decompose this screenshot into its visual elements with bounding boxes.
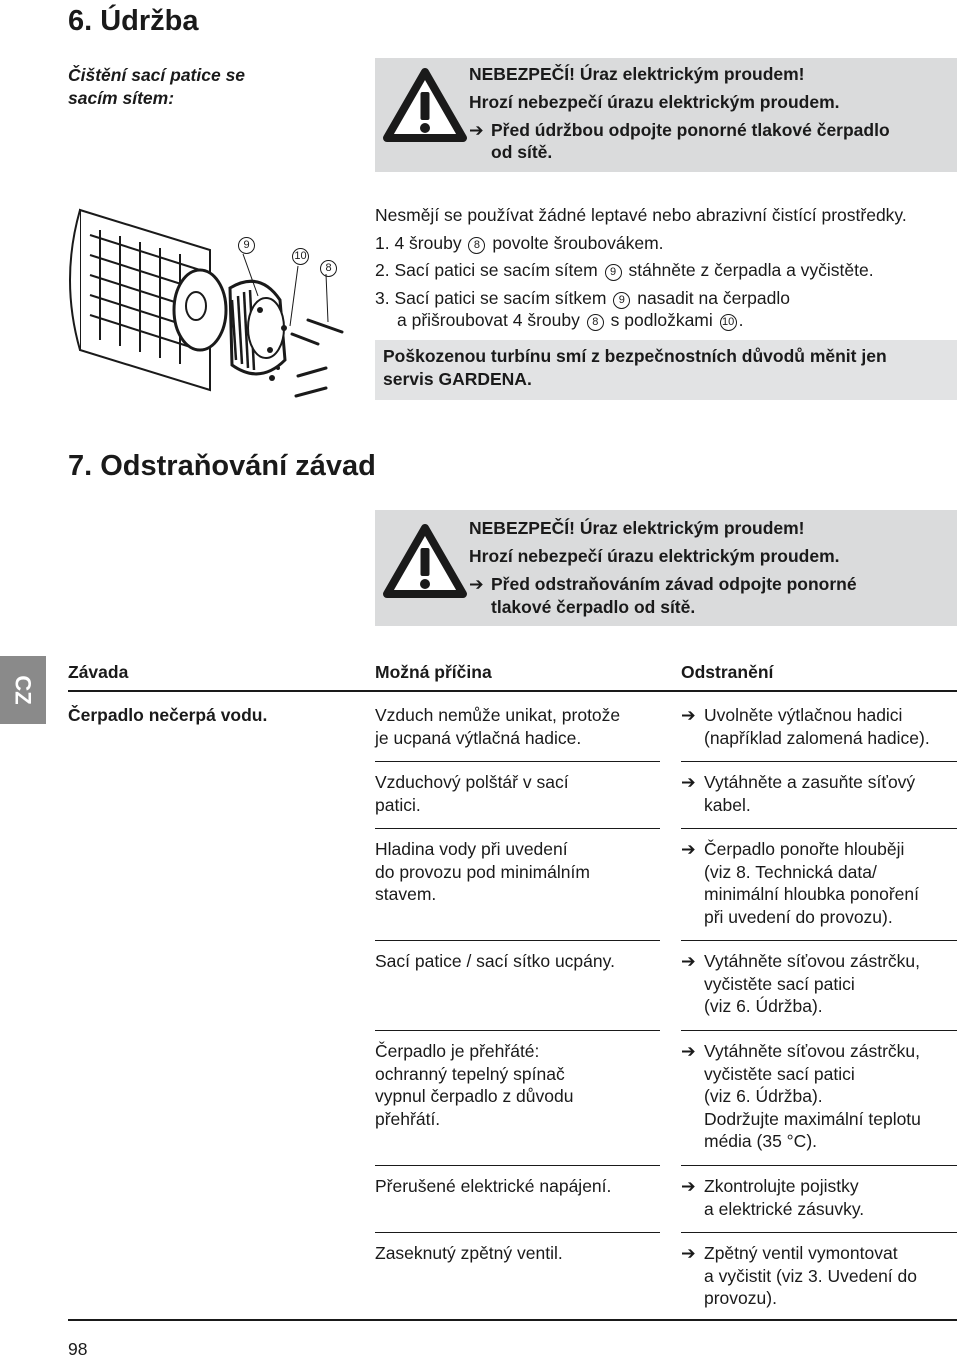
ref-9: 9 <box>605 264 622 281</box>
step-3-cont: a přišroubovat 4 šrouby 8 s podložkami 10 . <box>397 310 744 330</box>
warning-instruction-cont: od sítě. <box>491 142 553 162</box>
arrow-icon: ➔ <box>681 1243 696 1263</box>
warning-box-troubleshooting <box>375 510 957 626</box>
row-divider <box>681 828 957 829</box>
warning-triangle-icon <box>381 522 469 602</box>
row-divider <box>375 1030 660 1031</box>
arrow-icon: ➔ <box>681 705 696 725</box>
arrow-icon: ➔ <box>469 574 484 594</box>
indent <box>681 1265 704 1288</box>
remedy-line: Zkontrolujte pojistky <box>704 1176 859 1196</box>
warning-instruction: Před odstraňováním závad odpojte ponorné <box>491 574 857 594</box>
arrow-icon: ➔ <box>681 1176 696 1196</box>
cause-line: vypnul čerpadlo z důvodu <box>375 1086 574 1106</box>
row-divider <box>375 828 660 829</box>
cause-line: Zaseknutý zpětný ventil. <box>375 1243 563 1263</box>
remedy-line: Dodržujte maximální teplotu <box>704 1108 921 1129</box>
indent <box>681 1085 704 1108</box>
remedy-line: Vytáhněte síťovou zástrčku, <box>704 951 921 971</box>
indent <box>681 1287 704 1310</box>
warning-instruction: Před údržbou odpojte ponorné tlakové čerpadlo <box>491 120 890 140</box>
row-divider <box>375 940 660 941</box>
remedy-line: Vytáhněte síťovou zástrčku, <box>704 1041 921 1061</box>
indent <box>681 1063 704 1086</box>
indent <box>681 973 704 996</box>
section-7-title: 7. Odstraňování závad <box>68 450 376 482</box>
cause-line: Přerušené elektrické napájení. <box>375 1176 612 1196</box>
remedy-line: vyčistěte sací patici <box>704 973 855 994</box>
warning-title: NEBEZPEČÍ! Úraz elektrickým proudem! <box>469 518 805 538</box>
arrow-icon: ➔ <box>681 951 696 971</box>
header-rule <box>68 690 957 692</box>
cause-line: do provozu pod minimálním <box>375 861 590 882</box>
indent <box>681 794 704 817</box>
cause-line: Vzduchový polštář v sací <box>375 772 569 792</box>
arrow-icon: ➔ <box>469 120 484 140</box>
remedy-cell <box>681 1040 921 1153</box>
remedy-line: provozu). <box>704 1288 777 1308</box>
warning-text: Hrozí nebezpečí úrazu elektrickým proudem. <box>469 546 840 566</box>
remedy-line: a vyčistit (viz 3. Uvedení do <box>704 1265 917 1286</box>
remedy-cell <box>681 1242 917 1310</box>
warning-text: Hrozí nebezpečí úrazu elektrickým proudem. <box>469 92 840 112</box>
fault-label: Čerpadlo nečerpá vodu. <box>68 705 268 725</box>
cause-line: Sací patice / sací sítko ucpány. <box>375 951 615 971</box>
remedy-line: Vytáhněte a zasuňte síťový <box>704 772 916 792</box>
language-tab: CZ <box>0 656 46 724</box>
cause-cell <box>375 950 615 973</box>
cause-line: ochranný tepelný spínač <box>375 1063 565 1084</box>
indent <box>681 883 704 906</box>
indent <box>681 906 704 929</box>
remedy-cell <box>681 1175 864 1220</box>
cause-line: Čerpadlo je přehřáté: <box>375 1041 540 1061</box>
section-6-title: 6. Údržba <box>68 5 199 37</box>
indent <box>681 1108 704 1131</box>
remedy-line: kabel. <box>704 794 751 815</box>
row-divider <box>681 940 957 941</box>
indent <box>681 1130 704 1153</box>
cause-cell <box>375 771 569 816</box>
arrow-icon: ➔ <box>681 1041 696 1061</box>
remedy-cell <box>681 838 919 928</box>
arrow-icon: ➔ <box>681 772 696 792</box>
remedy-line: média (35 °C). <box>704 1131 818 1151</box>
cause-cell <box>375 1242 563 1265</box>
row-divider <box>681 1232 957 1233</box>
cause-cell <box>375 704 620 749</box>
header-fault: Závada <box>68 662 129 682</box>
remedy-line: Zpětný ventil vymontovat <box>704 1243 898 1263</box>
remedy-line: (viz 6. Údržba). <box>704 996 823 1016</box>
remedy-cell <box>681 771 915 816</box>
remedy-line: minimální hloubka ponoření <box>704 884 919 904</box>
warning-box-maintenance <box>375 58 957 172</box>
callout-10: 10 <box>292 248 309 265</box>
ref-8: 8 <box>587 314 604 331</box>
row-divider <box>375 1232 660 1233</box>
warning-instruction-cont: tlakové čerpadlo od sítě. <box>491 597 696 617</box>
cause-cell <box>375 1175 611 1198</box>
header-remedy: Odstranění <box>681 662 774 682</box>
page-number: 98 <box>68 1339 88 1359</box>
indent <box>681 1198 704 1221</box>
step-3: 3. Sací patici se sacím sítkem 9 nasadit na čerpadlo <box>375 287 790 308</box>
cause-line: přehřátí. <box>375 1108 441 1129</box>
row-divider <box>375 1165 660 1166</box>
table-bottom-rule <box>68 1319 957 1321</box>
cause-line: patici. <box>375 794 421 815</box>
intro-text: Nesmějí se používat žádné leptavé nebo abrazivní čistící prostředky. <box>375 205 907 225</box>
pump-illustration <box>60 200 360 410</box>
turbine-note: Poškozenou turbínu smí z bezpečnostních důvodů měnit jen servis GARDENA. <box>375 340 957 400</box>
row-divider <box>681 1165 957 1166</box>
maintenance-instructions <box>375 204 960 332</box>
row-divider <box>375 761 660 762</box>
cause-cell <box>375 1040 573 1130</box>
remedy-line: Uvolněte výtlačnou hadici <box>704 705 903 725</box>
ref-9: 9 <box>613 292 630 309</box>
subheading: Čištění sací patice se sacím sítem: <box>68 65 246 108</box>
indent <box>681 727 704 750</box>
remedy-cell <box>681 704 930 749</box>
remedy-line: (viz 8. Technická data/ <box>704 861 877 882</box>
remedy-line: při uvedení do provozu). <box>704 906 893 927</box>
indent <box>681 995 704 1018</box>
remedy-cell <box>681 950 920 1018</box>
callout-8: 8 <box>320 260 337 277</box>
ref-8: 8 <box>468 237 485 254</box>
row-divider <box>681 1030 957 1031</box>
header-cause: Možná příčina <box>375 662 492 682</box>
cause-cell <box>375 838 590 906</box>
warning-title: NEBEZPEČÍ! Úraz elektrickým proudem! <box>469 64 805 84</box>
cause-line: Vzduch nemůže unikat, protože <box>375 705 621 725</box>
step-1: 1. 4 šrouby 8 povolte šroubovákem. <box>375 232 664 253</box>
remedy-line: Čerpadlo ponořte hlouběji <box>704 839 905 859</box>
warning-triangle-icon <box>381 66 469 146</box>
remedy-line: a elektrické zásuvky. <box>704 1198 865 1219</box>
ref-10: 10 <box>720 314 737 331</box>
step-2: 2. Sací patici se sacím sítem 9 stáhněte z čerpadla a vyčistěte. <box>375 260 874 280</box>
remedy-line: (například zalomená hadice). <box>704 727 930 748</box>
arrow-icon: ➔ <box>681 839 696 859</box>
cause-line: Hladina vody při uvedení <box>375 839 568 859</box>
cause-line: je ucpaná výtlačná hadice. <box>375 727 582 748</box>
indent <box>681 861 704 884</box>
callout-9: 9 <box>238 237 255 254</box>
remedy-line: vyčistěte sací patici <box>704 1063 855 1084</box>
remedy-line: (viz 6. Údržba). <box>704 1086 823 1106</box>
row-divider <box>681 761 957 762</box>
cause-line: stavem. <box>375 884 437 904</box>
